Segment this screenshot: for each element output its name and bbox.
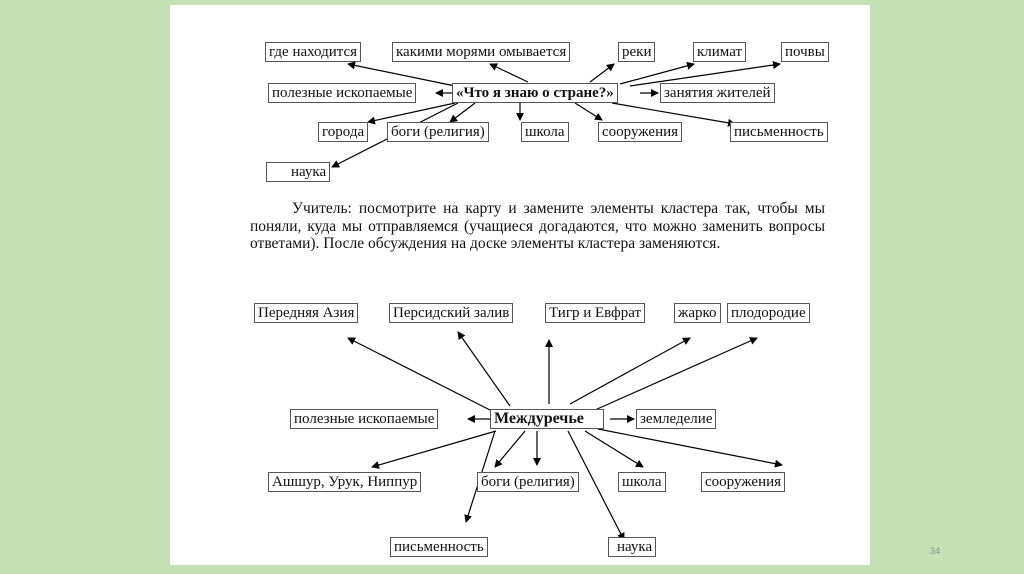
node-pochvy: почвы xyxy=(781,42,829,62)
node-sooruzheniya-2: сооружения xyxy=(701,472,785,492)
node-plodorodie: плодородие xyxy=(727,303,810,323)
center-node-chto-ya-znayu: «Что я знаю о стране?» xyxy=(452,83,618,103)
arrow-line xyxy=(575,103,602,120)
teacher-instruction-text: Учитель: посмотрите на карту и замените элементы кластера так, чтобы мы поняли, куда мы отправляемся (учащиеся догадаются, что можно заменить вопросы ответами). После обсуждения на доске элементы кластера заменяются. xyxy=(250,200,825,252)
node-kakimi-moryami: какими морями омывается xyxy=(392,42,570,62)
arrow-line xyxy=(590,64,614,82)
node-gde-nahoditsya: где находится xyxy=(265,42,361,62)
node-pismennost-2: письменность xyxy=(390,537,488,557)
node-zemledelie: земледелие xyxy=(636,409,716,429)
arrow-line xyxy=(495,431,525,467)
node-persidskiy-zaliv: Персидский залив xyxy=(389,303,513,323)
node-shkola: школа xyxy=(521,122,569,142)
node-perednyaya-aziya: Передняя Азия xyxy=(254,303,358,323)
arrow-line xyxy=(458,332,510,406)
node-shkola-2: школа xyxy=(618,472,666,492)
node-reki: реки xyxy=(618,42,655,62)
node-poleznye-iskopaemye: полезные ископаемые xyxy=(268,83,416,103)
node-klimat: климат xyxy=(693,42,746,62)
arrow-line xyxy=(595,338,757,410)
arrow-line xyxy=(450,103,475,122)
node-goroda-ashshur-uruk-nippur: Ашшур, Урук, Ниппур xyxy=(268,472,421,492)
arrow-line xyxy=(368,103,455,122)
slide-page-number: 34 xyxy=(930,546,941,556)
node-nauka-2: наука xyxy=(608,537,656,557)
arrow-line xyxy=(620,64,694,84)
node-nauka: наука xyxy=(266,162,330,182)
node-bogi-religiya: боги (религия) xyxy=(387,122,489,142)
node-goroda: города xyxy=(318,122,368,142)
node-zanyatiya-zhiteley: занятия жителей xyxy=(660,83,775,103)
node-sooruzheniya: сооружения xyxy=(598,122,682,142)
node-bogi-religiya-2: боги (религия) xyxy=(477,472,579,492)
arrow-line xyxy=(490,64,528,82)
arrow-line xyxy=(348,338,490,410)
arrow-line xyxy=(598,429,782,465)
node-tigr-i-evfrat: Тигр и Евфрат xyxy=(545,303,645,323)
center-node-mezhdurechye: Междуречье xyxy=(490,409,604,429)
node-pismennost: письменность xyxy=(730,122,828,142)
arrow-line xyxy=(612,103,735,124)
arrow-line xyxy=(372,431,496,467)
node-poleznye-iskopaemye-2: полезные ископаемые xyxy=(290,409,438,429)
node-zharko: жарко xyxy=(674,303,721,323)
